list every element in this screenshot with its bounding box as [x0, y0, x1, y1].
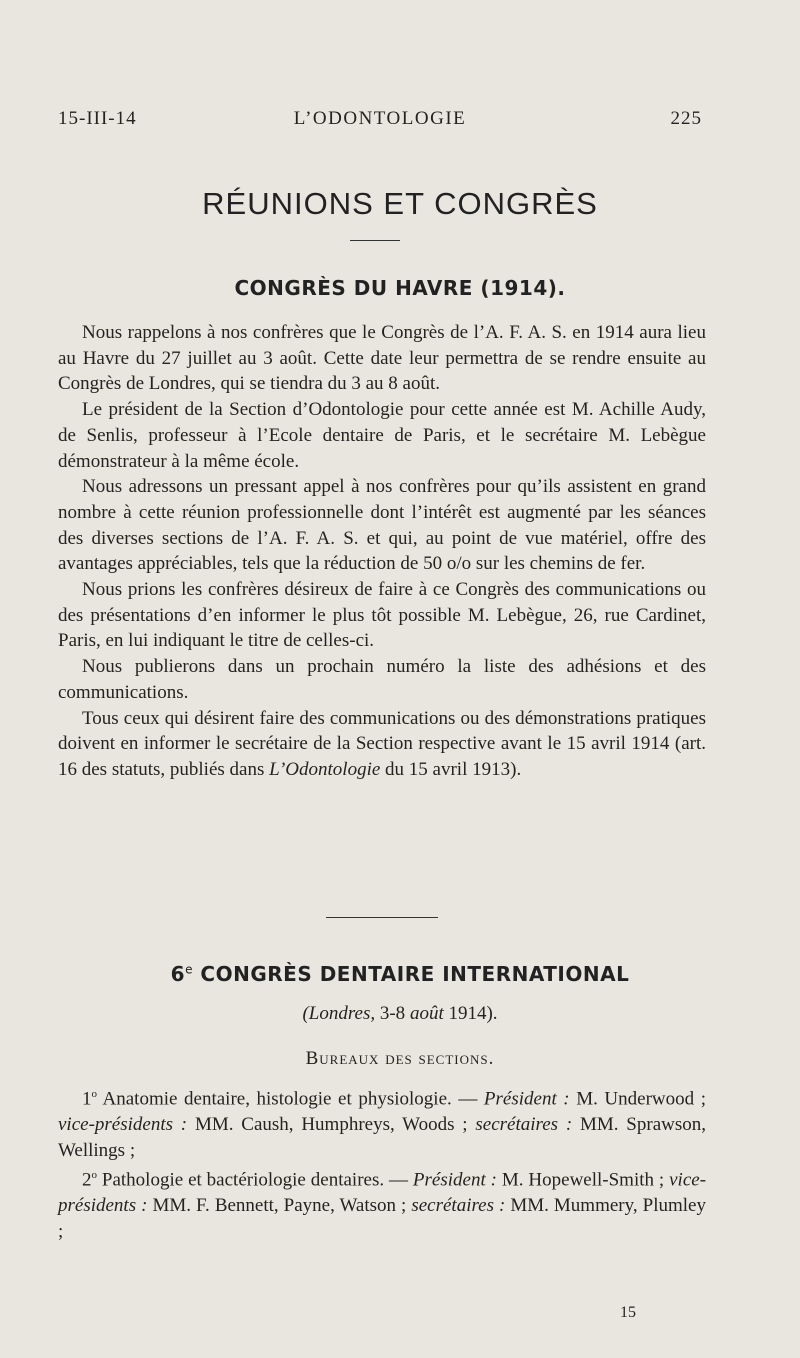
- title-rule: [350, 240, 400, 241]
- page-number: 225: [670, 108, 702, 129]
- section-heading-london: 6e CONGRÈS DENTAIRE INTERNATIONAL: [170, 962, 630, 986]
- section-rule: [326, 917, 438, 918]
- list-item: 1$^o$ Anatomie dentaire, histologie et physiologie. — Président : M. Underwood ; vice-présidents : MM. Caush, Humphreys, Woods ; secrétaires : MM. Sprawson, Wellings ;: [58, 1088, 706, 1161]
- congress-place-dates: (Londres, 3-8 août 1914).: [302, 1003, 498, 1024]
- running-head: [58, 108, 702, 132]
- paragraph: [58, 706, 706, 783]
- paragraph: Nous prions les confrères désireux de faire à ce Congrès des communications ou des présentations d’en informer le plus tôt possible M. Lebègue, 26, rue Cardinet, Paris, en lui indiquant le titre de celles-ci.: [58, 579, 706, 652]
- paragraph: Nous adressons un pressant appel à nos confrères pour qu’ils assistent en grand nombre à cette réunion professionnelle dont l’intérêt est augmenté par les séances des diverses sections de l’A. F. A. S. et qui, au point de vue matériel, offre des avantages appréciables, tels que la réduction de 50 o/o sur les chemins de fer.: [58, 476, 706, 575]
- paragraph: Nous rappelons à nos confrères que le Congrès de l’A. F. A. S. en 1914 aura lieu au Havre du 27 juillet au 3 août. Cette date leur permettra de se rendre ensuite au Congrès de Londres, qui se tiendra du 3 au 8 août.: [58, 322, 706, 395]
- signature-mark: 15: [620, 1304, 636, 1321]
- list-item: 2$^o$ Pathologie et bactériologie dentaires. — Président : M. Hopewell-Smith ; vice-présidents : MM. F. Bennett, Payne, Watson ; secrétaires : MM. Mummery, Plumley ;: [58, 1169, 707, 1243]
- journal-name: L’ODONTOLOGIE: [293, 108, 467, 129]
- paragraph: Le président de la Section d’Odontologie pour cette année est M. Achille Audy, de Senlis, professeur à l’Ecole dentaire de Paris, et le secrétaire M. Lebègue démonstrateur à la même école.: [58, 399, 706, 472]
- havre-article: [58, 320, 706, 783]
- paragraph-text: du 15 avril 1913).: [380, 758, 522, 780]
- bureaux-heading: Bureaux des sections.: [305, 1048, 495, 1069]
- paragraph-text: Tous ceux qui désirent faire des communications ou des démonstrations pratiques doivent en informer le secrétaire de la Section respective avant le 15 avril 1914 (art. 16 des statuts, publiés dans: [58, 707, 706, 780]
- section-heading-havre: CONGRÈS DU HAVRE (1914).: [234, 276, 566, 300]
- sections-list: [58, 1082, 706, 1245]
- journal-reference: L’Odontologie: [269, 758, 381, 780]
- paragraph: Nous publierons dans un prochain numéro la liste des adhésions et des communications.: [58, 656, 706, 703]
- page-title: RÉUNIONS ET CONGRÈS: [202, 186, 598, 221]
- issue-date: 15-III-14: [58, 108, 137, 129]
